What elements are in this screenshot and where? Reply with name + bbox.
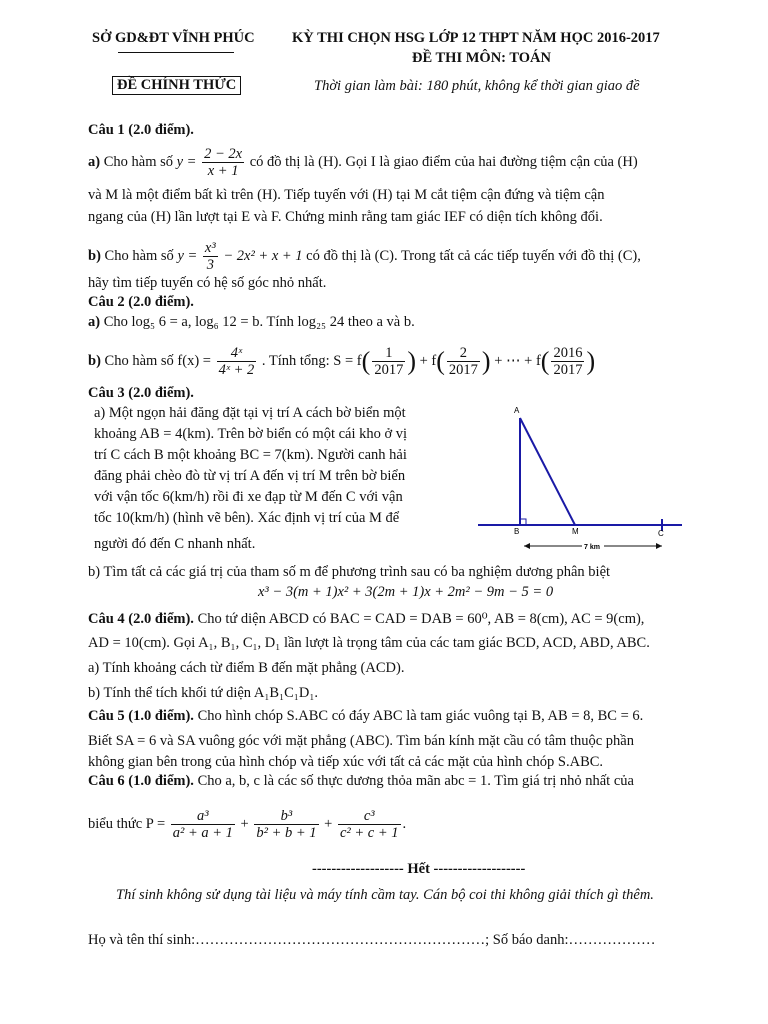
footer-note: Thí sinh không sử dụng tài liệu và máy tính cầm tay. Cán bộ coi thi không giải thích gì thêm. [116, 887, 654, 903]
q4-line1: Câu 4 (2.0 điểm). Cho tứ diện ABCD có BAC = CAD = DAB = 60⁰, AB = 8(cm), AC = 9(cm), [88, 611, 645, 627]
q2-title: Câu 2 (2.0 điểm). [88, 294, 194, 310]
end-marker: ------------------- Hết ------------------- [312, 861, 526, 877]
q4b: b) Tính thể tích khối tứ diện A₁B₁C₁D₁. [88, 685, 318, 701]
q3a-line: tốc 10(km/h) (hình vẽ bên). Xác định vị trí của M để [94, 510, 400, 526]
exam-subject: ĐỀ THI MÔN: TOÁN [412, 50, 551, 66]
q1-title: Câu 1 (2.0 điểm). [88, 122, 194, 138]
exam-title: KỲ THI CHỌN HSG LỚP 12 THPT NĂM HỌC 2016-2017 [292, 30, 660, 46]
header-org: SỞ GD&ĐT VĨNH PHÚC [92, 30, 255, 46]
q3b-equation: x³ − 3(m + 1)x² + 3(2m + 1)x + 2m² − 9m − 5 = 0 [258, 584, 554, 600]
distance-label: 7 km [584, 544, 600, 551]
q2a: a) Cho log₅ 6 = a, log₆ 12 = b. Tính log₂₅ 24 theo a và b. [88, 314, 415, 330]
label-b: B [514, 527, 520, 536]
q3-title: Câu 3 (2.0 điểm). [88, 385, 194, 401]
q3a-line: a) Một ngọn hải đăng đặt tại vị trí A cách bờ biển một [94, 405, 406, 421]
q3a-line: người đó đến C nhanh nhất. [94, 536, 256, 552]
q3a-line: đăng phải chèo đò từ vị trí A đến vị trí M trên bờ biển [94, 468, 406, 484]
q3a-line: khoảng AB = 4(km). Trên bờ biển có một cái kho ở vị [94, 426, 408, 442]
q1b-line2: hãy tìm tiếp tuyến có hệ số góc nhỏ nhất. [88, 275, 327, 291]
label-m: M [572, 527, 579, 536]
official-badge: ĐỀ CHÍNH THỨC [112, 76, 241, 95]
label-c: C [658, 529, 664, 538]
q1b-line1: b) Cho hàm số y = $\frac{\text{x³}}{3}$ − 2x² + x + 1 có đồ thị là (C). Trong tất cả các tiếp tuyến với đồ thị (C), [88, 240, 641, 273]
time-note: Thời gian làm bài: 180 phút, không kể thời gian giao đề [314, 78, 640, 94]
q1a-line3: ngang của (H) lần lượt tại E và F. Chứng minh rằng tam giác IEF có diện tích không đổi. [88, 209, 603, 225]
q4-line2: AD = 10(cm). Gọi A₁, B₁, C₁, D₁ lần lượt là trọng tâm của các tam giác BCD, ACD, ABD, ABC. [88, 635, 650, 651]
header-org-underline [118, 52, 234, 53]
label-a: A [514, 406, 520, 415]
q3b-line1: b) Tìm tất cả các giá trị của tham số m để phương trình sau có ba nghiệm dương phân biệt [88, 564, 611, 580]
q1a-line2: và M là một điểm bất kì trên (H). Tiếp tuyến với (H) tại M cắt tiệm cận đứng và tiệm cận [88, 187, 605, 203]
q6-line2: biểu thức P = $\frac{\text{a³}}{\text{a² + a + 1}}$ + $\frac{\text{b³}}{\text{b² + b + 1}}$ + $\frac{\text{c³}}{\text{c² + c + 1}}$ . [88, 808, 407, 841]
lighthouse-figure [470, 400, 690, 555]
candidate-info-line: Họ và tên thí sinh:……………………………………………………; Số báo danh:……………… [88, 932, 656, 948]
q5-line1: Câu 5 (1.0 điểm). Cho hình chóp S.ABC có đáy ABC là tam giác vuông tại B, AB = 8, BC = 6. [88, 708, 644, 724]
q2b: b) Cho hàm số f(x) = $\frac{\text{4ˣ}}{\text{4ˣ + 2}}$ . Tính tổng: S = f( $\frac{1}{2017}$ ) + f( $\frac{2}{2017}$ ) + ⋯ + f( $\frac{2016}{2017}$ ) [88, 345, 596, 378]
q5-line2: Biết SA = 6 và SA vuông góc với mặt phẳng (ABC). Tìm bán kính mặt cầu có tâm thuộc phần [88, 733, 634, 749]
q4a: a) Tính khoảng cách từ điểm B đến mặt phẳng (ACD). [88, 660, 405, 676]
segment-am [520, 418, 575, 525]
q1a-line1: a) Cho hàm số y = $\frac{2 - 2x}{x + 1}$ có đồ thị là (H). Gọi I là giao điểm của hai đường tiệm cận của (H) [88, 146, 638, 179]
q3a-line: với vận tốc 6(km/h) rồi đi xe đạp từ M đến C với vận [94, 489, 403, 505]
q3a-line: trí C cách B một khoảng BC = 7(km). Người canh hải [94, 447, 407, 463]
q6-line1: Câu 6 (1.0 điểm). Cho a, b, c là các số thực dương thỏa mãn abc = 1. Tìm giá trị nhỏ nhất của [88, 773, 634, 789]
q5-line3: không gian bên trong của hình chóp và tiếp xúc với tất cả các mặt của hình chóp S.ABC. [88, 754, 604, 770]
